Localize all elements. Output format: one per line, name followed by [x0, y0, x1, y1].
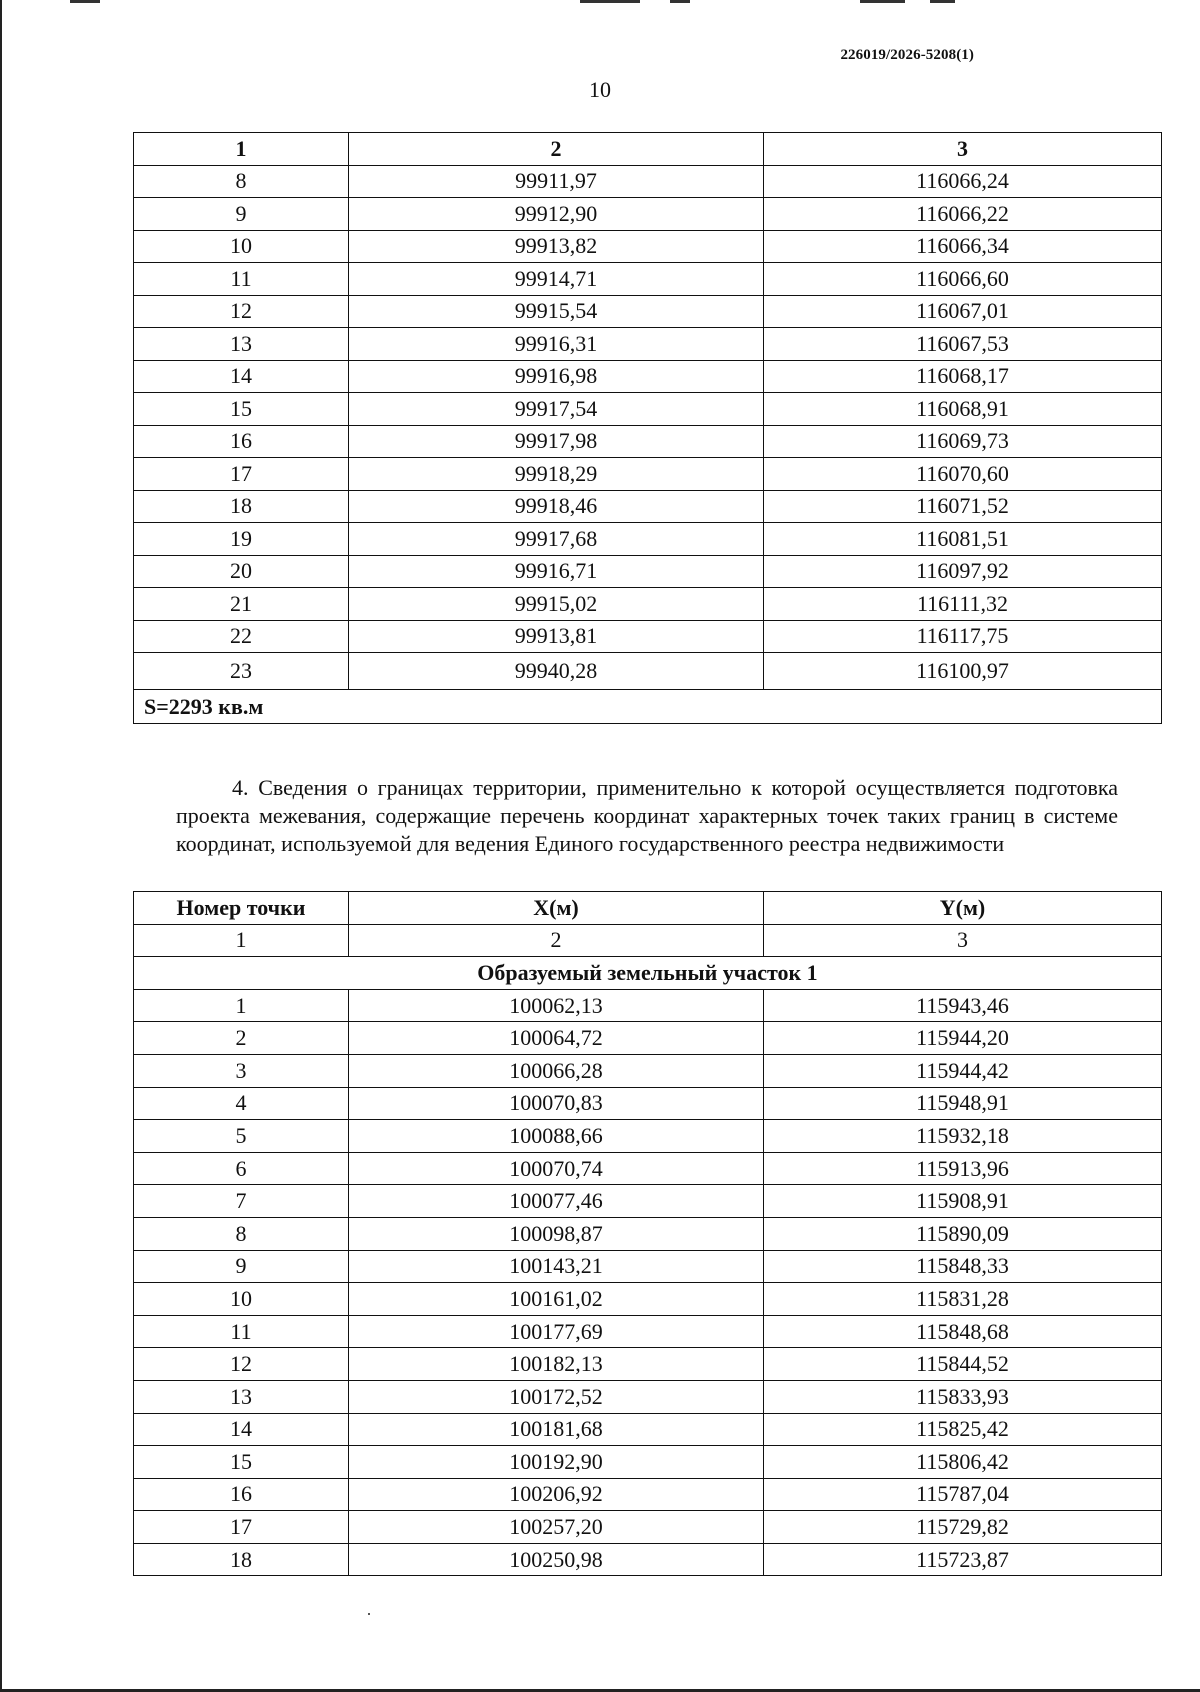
table-subheader-row: [134, 924, 1162, 957]
x-coordinate-cell: 100177,69: [349, 1315, 764, 1348]
point-number-cell: 23: [134, 653, 349, 690]
point-number-cell: 10: [134, 230, 349, 263]
coordinates-table-continued: [133, 132, 1162, 724]
point-number-cell: 17: [134, 458, 349, 491]
column-index: 3: [764, 924, 1162, 957]
x-coordinate-cell: 100088,66: [349, 1120, 764, 1153]
table-row: [134, 1511, 1162, 1544]
x-coordinate-cell: 100257,20: [349, 1511, 764, 1544]
point-number-cell: 22: [134, 620, 349, 653]
point-number-cell: 16: [134, 425, 349, 458]
x-coordinate-cell: 99915,02: [349, 588, 764, 621]
table-row: [134, 1185, 1162, 1218]
y-coordinate-cell: 115908,91: [764, 1185, 1162, 1218]
y-coordinate-cell: 115806,42: [764, 1446, 1162, 1479]
x-coordinate-cell: 100066,28: [349, 1054, 764, 1087]
table-row: [134, 1022, 1162, 1055]
x-coordinate-cell: 99913,81: [349, 620, 764, 653]
column-header-x: X(м): [349, 892, 764, 925]
x-coordinate-cell: 100206,92: [349, 1478, 764, 1511]
x-coordinate-cell: 99914,71: [349, 263, 764, 296]
y-coordinate-cell: 116067,01: [764, 295, 1162, 328]
x-coordinate-cell: 99918,46: [349, 490, 764, 523]
point-number-cell: 17: [134, 1511, 349, 1544]
y-coordinate-cell: 116097,92: [764, 555, 1162, 588]
table-row: [134, 1348, 1162, 1381]
table-row: [134, 1478, 1162, 1511]
table-row: [134, 1217, 1162, 1250]
table-row: [134, 989, 1162, 1022]
y-coordinate-cell: 116071,52: [764, 490, 1162, 523]
table-row: [134, 1152, 1162, 1185]
point-number-cell: 19: [134, 523, 349, 556]
x-coordinate-cell: 100098,87: [349, 1217, 764, 1250]
x-coordinate-cell: 99918,29: [349, 458, 764, 491]
column-header-point-number: Номер точки: [134, 892, 349, 925]
column-header: 2: [349, 133, 764, 166]
area-value: S=2293 кв.м: [134, 690, 1162, 724]
y-coordinate-cell: 116066,34: [764, 230, 1162, 263]
table-row: [134, 393, 1162, 426]
table-row: [134, 1087, 1162, 1120]
table-row: [134, 1250, 1162, 1283]
x-coordinate-cell: 99916,98: [349, 360, 764, 393]
x-coordinate-cell: 99911,97: [349, 165, 764, 198]
table-row: [134, 165, 1162, 198]
x-coordinate-cell: 99917,54: [349, 393, 764, 426]
point-number-cell: 11: [134, 263, 349, 296]
point-number-cell: 18: [134, 1543, 349, 1576]
x-coordinate-cell: 99940,28: [349, 653, 764, 690]
x-coordinate-cell: 100192,90: [349, 1446, 764, 1479]
x-coordinate-cell: 100143,21: [349, 1250, 764, 1283]
scan-artifact-marks: [0, 0, 1200, 4]
table-row: [134, 588, 1162, 621]
document-number: 226019/2026-5208(1): [840, 47, 974, 63]
point-number-cell: 18: [134, 490, 349, 523]
area-row: [134, 690, 1162, 724]
y-coordinate-cell: 115890,09: [764, 1217, 1162, 1250]
point-number-cell: 7: [134, 1185, 349, 1218]
point-number-cell: 8: [134, 165, 349, 198]
table-row: [134, 490, 1162, 523]
table-row: [134, 458, 1162, 491]
x-coordinate-cell: 99912,90: [349, 198, 764, 231]
x-coordinate-cell: 99916,71: [349, 555, 764, 588]
table-row: [134, 653, 1162, 690]
page-left-edge: [0, 0, 2, 1692]
y-coordinate-cell: 115831,28: [764, 1283, 1162, 1316]
x-coordinate-cell: 100181,68: [349, 1413, 764, 1446]
section-title: Образуемый земельный участок 1: [134, 957, 1162, 990]
y-coordinate-cell: 116068,91: [764, 393, 1162, 426]
table-row: [134, 1413, 1162, 1446]
table-row: [134, 1380, 1162, 1413]
point-number-cell: 20: [134, 555, 349, 588]
column-index: 2: [349, 924, 764, 957]
point-number-cell: 14: [134, 360, 349, 393]
y-coordinate-cell: 116069,73: [764, 425, 1162, 458]
page-number: 10: [589, 77, 611, 102]
point-number-cell: 6: [134, 1152, 349, 1185]
y-coordinate-cell: 115825,42: [764, 1413, 1162, 1446]
boundary-coordinates-table: [133, 891, 1162, 1576]
y-coordinate-cell: 115844,52: [764, 1348, 1162, 1381]
point-number-cell: 12: [134, 1348, 349, 1381]
table-row: [134, 295, 1162, 328]
table-row: [134, 425, 1162, 458]
point-number-cell: 9: [134, 1250, 349, 1283]
table-row: [134, 1120, 1162, 1153]
y-coordinate-cell: 115833,93: [764, 1380, 1162, 1413]
x-coordinate-cell: 99917,98: [349, 425, 764, 458]
x-coordinate-cell: 100070,74: [349, 1152, 764, 1185]
table-row: [134, 523, 1162, 556]
point-number-cell: 1: [134, 989, 349, 1022]
x-coordinate-cell: 100064,72: [349, 1022, 764, 1055]
y-coordinate-cell: 115848,33: [764, 1250, 1162, 1283]
point-number-cell: 4: [134, 1087, 349, 1120]
x-coordinate-cell: 100250,98: [349, 1543, 764, 1576]
table-row: [134, 1315, 1162, 1348]
x-coordinate-cell: 100182,13: [349, 1348, 764, 1381]
section-paragraph: 4. Сведения о границах территории, применительно к которой осуществляется подготовка проекта межевания, содержащие перечень координат характерных точек таких границ в системе координат, используемой для ведения Единого государственного реестра недвижимости: [176, 775, 1118, 856]
point-number-cell: 2: [134, 1022, 349, 1055]
table-row: [134, 1283, 1162, 1316]
x-coordinate-cell: 100070,83: [349, 1087, 764, 1120]
column-header: 3: [764, 133, 1162, 166]
table-row: [134, 620, 1162, 653]
table-row: [134, 198, 1162, 231]
point-number-cell: 13: [134, 1380, 349, 1413]
table-header-row: [134, 892, 1162, 925]
y-coordinate-cell: 115729,82: [764, 1511, 1162, 1544]
point-number-cell: 9: [134, 198, 349, 231]
x-coordinate-cell: 99913,82: [349, 230, 764, 263]
x-coordinate-cell: 99916,31: [349, 328, 764, 361]
y-coordinate-cell: 115932,18: [764, 1120, 1162, 1153]
point-number-cell: 12: [134, 295, 349, 328]
column-index: 1: [134, 924, 349, 957]
column-header: 1: [134, 133, 349, 166]
y-coordinate-cell: 115848,68: [764, 1315, 1162, 1348]
point-number-cell: 3: [134, 1054, 349, 1087]
y-coordinate-cell: 116117,75: [764, 620, 1162, 653]
y-coordinate-cell: 115944,42: [764, 1054, 1162, 1087]
y-coordinate-cell: 115943,46: [764, 989, 1162, 1022]
table-row: [134, 1054, 1162, 1087]
table-row: [134, 1446, 1162, 1479]
table-row: [134, 1543, 1162, 1576]
y-coordinate-cell: 116066,22: [764, 198, 1162, 231]
y-coordinate-cell: 116067,53: [764, 328, 1162, 361]
point-number-cell: 11: [134, 1315, 349, 1348]
table-row: [134, 555, 1162, 588]
y-coordinate-cell: 115913,96: [764, 1152, 1162, 1185]
x-coordinate-cell: 100077,46: [349, 1185, 764, 1218]
y-coordinate-cell: 115787,04: [764, 1478, 1162, 1511]
point-number-cell: 5: [134, 1120, 349, 1153]
column-header-y: Y(м): [764, 892, 1162, 925]
x-coordinate-cell: 100062,13: [349, 989, 764, 1022]
y-coordinate-cell: 116066,60: [764, 263, 1162, 296]
x-coordinate-cell: 100172,52: [349, 1380, 764, 1413]
y-coordinate-cell: 116111,32: [764, 588, 1162, 621]
x-coordinate-cell: 99915,54: [349, 295, 764, 328]
point-number-cell: 8: [134, 1217, 349, 1250]
table-section-row: [134, 957, 1162, 990]
y-coordinate-cell: 115948,91: [764, 1087, 1162, 1120]
point-number-cell: 13: [134, 328, 349, 361]
y-coordinate-cell: 116068,17: [764, 360, 1162, 393]
table-row: [134, 263, 1162, 296]
y-coordinate-cell: 116066,24: [764, 165, 1162, 198]
y-coordinate-cell: 116070,60: [764, 458, 1162, 491]
point-number-cell: 15: [134, 1446, 349, 1479]
y-coordinate-cell: 116100,97: [764, 653, 1162, 690]
point-number-cell: 16: [134, 1478, 349, 1511]
table-row: [134, 360, 1162, 393]
y-coordinate-cell: 115944,20: [764, 1022, 1162, 1055]
scan-dot: [368, 1613, 370, 1615]
table-row: [134, 328, 1162, 361]
y-coordinate-cell: 116081,51: [764, 523, 1162, 556]
point-number-cell: 15: [134, 393, 349, 426]
y-coordinate-cell: 115723,87: [764, 1543, 1162, 1576]
table-row: [134, 230, 1162, 263]
point-number-cell: 21: [134, 588, 349, 621]
x-coordinate-cell: 99917,68: [349, 523, 764, 556]
x-coordinate-cell: 100161,02: [349, 1283, 764, 1316]
point-number-cell: 10: [134, 1283, 349, 1316]
table-header-row: [134, 133, 1162, 166]
point-number-cell: 14: [134, 1413, 349, 1446]
